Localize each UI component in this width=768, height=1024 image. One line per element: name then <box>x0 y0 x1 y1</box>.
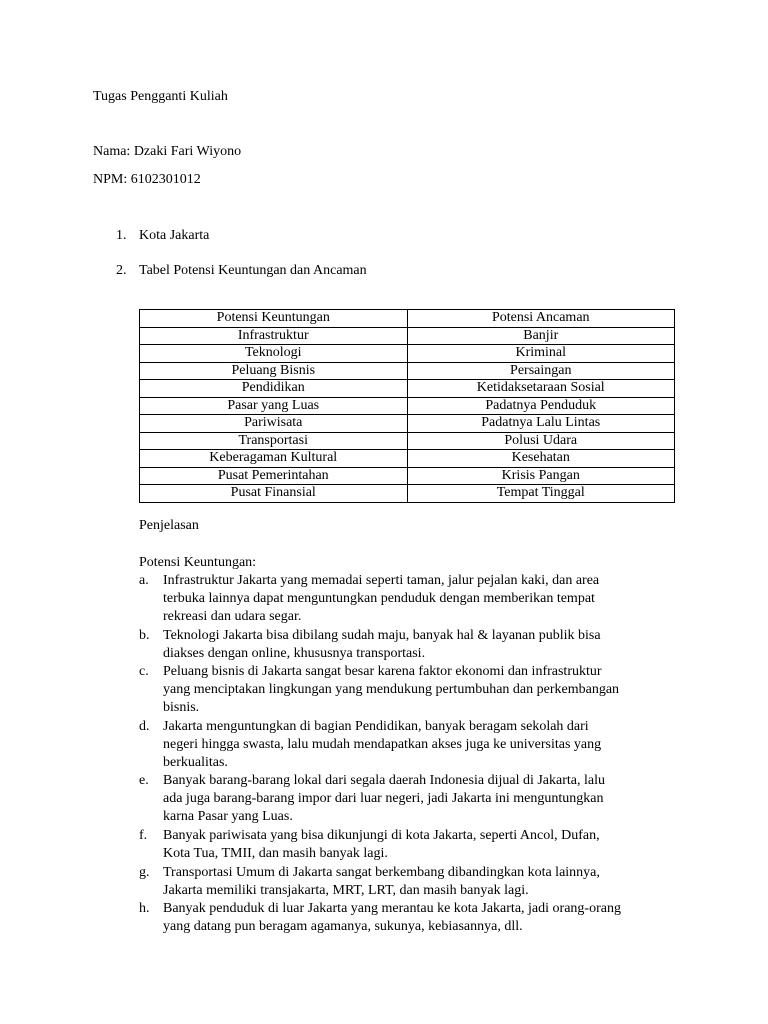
list-item-line: berkualitas. <box>163 754 228 770</box>
list-letter: h. <box>139 901 150 917</box>
list-letter: d. <box>139 718 150 734</box>
table-cell: Teknologi <box>140 345 408 363</box>
table-cell: Pariwisata <box>140 415 408 433</box>
table-row <box>140 450 675 468</box>
list-item-line: negeri hingga swasta, lalu mudah mendapatkan akses juga ke universitas yang <box>163 736 602 752</box>
list-item-line: diakses dengan online, khususnya transportasi. <box>163 645 426 661</box>
list-item <box>139 572 679 626</box>
student-npm: NPM: 6102301012 <box>93 172 201 187</box>
list-item <box>139 900 679 936</box>
explanation-list <box>139 572 679 937</box>
list-item-line: Jakarta memiliki transjakarta, MRT, LRT, dan masih banyak lagi. <box>163 882 529 898</box>
table-cell: Infrastruktur <box>140 327 408 345</box>
table-row <box>140 415 675 433</box>
table-cell: Tempat Tinggal <box>407 485 675 503</box>
table-row <box>140 327 675 345</box>
explanation-subheading: Potensi Keuntungan: <box>139 555 257 570</box>
table-cell: Pusat Pemerintahan <box>140 467 408 485</box>
table-header-cell: Potensi Keuntungan <box>140 310 408 328</box>
list-item <box>139 772 679 826</box>
list-letter: b. <box>139 627 150 643</box>
table-cell: Kesehatan <box>407 450 675 468</box>
potential-table <box>139 309 675 503</box>
table-cell: Kriminal <box>407 345 675 363</box>
list-item-line: Teknologi Jakarta bisa dibilang sudah maju, banyak hal & layanan publik bisa <box>163 627 601 643</box>
list-letter: g. <box>139 864 150 880</box>
list-item-line: Banyak pariwisata yang bisa dikunjungi di kota Jakarta, seperti Ancol, Dufan, <box>163 827 600 843</box>
list-item-line: yang menciptakan lingkungan yang mendukung pertumbuhan dan perkembangan <box>163 682 620 698</box>
table-cell: Transportasi <box>140 432 408 450</box>
table-header-row <box>140 310 675 328</box>
table-cell: Padatnya Lalu Lintas <box>407 415 675 433</box>
list-item-line: bisnis. <box>163 700 200 716</box>
list-item-line: terbuka lainnya dapat menguntungkan penduduk dengan memberikan tempat <box>163 591 595 606</box>
list-item-line: karna Pasar yang Luas. <box>163 809 293 825</box>
list-item <box>139 663 679 717</box>
list-item-line: yang datang pun beragam agamanya, sukunya, kebiasannya, dll. <box>163 919 523 935</box>
numbered-item-table-title: Tabel Potensi Keuntungan dan Ancaman <box>139 263 367 278</box>
list-item-line: rekreasi dan udara segar. <box>163 609 302 624</box>
table-cell: Ketidaksetaraan Sosial <box>407 380 675 398</box>
table-cell: Persaingan <box>407 362 675 380</box>
list-item <box>139 718 679 772</box>
list-item-line: Transportasi Umum di Jakarta sangat berkembang dibandingkan kota lainnya, <box>163 864 600 880</box>
table-row <box>140 397 675 415</box>
list-item <box>139 864 679 900</box>
list-item <box>139 827 679 863</box>
table-header-cell: Potensi Ancaman <box>407 310 675 328</box>
list-letter: f. <box>139 827 148 843</box>
list-item <box>139 627 679 663</box>
document-title: Tugas Pengganti Kuliah <box>93 89 228 104</box>
list-item-line: Peluang bisnis di Jakarta sangat besar karena faktor ekonomi dan infrastruktur <box>163 664 602 680</box>
list-letter: e. <box>139 773 149 789</box>
explanation-heading: Penjelasan <box>139 518 199 533</box>
list-item-line: Banyak barang-barang lokal dari segala daerah Indonesia dijual di Jakarta, lalu <box>163 773 605 789</box>
table-cell: Polusi Udara <box>407 432 675 450</box>
table-cell: Pasar yang Luas <box>140 397 408 415</box>
list-item-line: Kota Tua, TMII, dan masih banyak lagi. <box>163 845 388 861</box>
list-letter: a. <box>139 573 149 588</box>
list-number: 1. <box>116 228 127 243</box>
table-row <box>140 467 675 485</box>
table-cell: Banjir <box>407 327 675 345</box>
table-cell: Pusat Finansial <box>140 485 408 503</box>
table-row <box>140 380 675 398</box>
table-row <box>140 362 675 380</box>
numbered-item-city: Kota Jakarta <box>139 228 210 243</box>
table-cell: Krisis Pangan <box>407 467 675 485</box>
list-item-line: Infrastruktur Jakarta yang memadai seperti taman, jalur pejalan kaki, dan area <box>163 573 600 588</box>
student-name: Nama: Dzaki Fari Wiyono <box>93 144 242 159</box>
table-row <box>140 345 675 363</box>
list-number: 2. <box>116 263 127 278</box>
list-item-line: ada juga barang-barang impor dari luar negeri, jadi Jakarta ini menguntungkan <box>163 791 604 807</box>
table-row <box>140 485 675 503</box>
list-item-line: Jakarta menguntungkan di bagian Pendidikan, banyak beragam sekolah dari <box>163 718 589 734</box>
list-letter: c. <box>139 664 149 680</box>
table-cell: Keberagaman Kultural <box>140 450 408 468</box>
table-cell: Peluang Bisnis <box>140 362 408 380</box>
table-row <box>140 432 675 450</box>
list-item-line: Banyak penduduk di luar Jakarta yang merantau ke kota Jakarta, jadi orang-orang <box>163 901 621 917</box>
table-cell: Padatnya Penduduk <box>407 397 675 415</box>
table-cell: Pendidikan <box>140 380 408 398</box>
